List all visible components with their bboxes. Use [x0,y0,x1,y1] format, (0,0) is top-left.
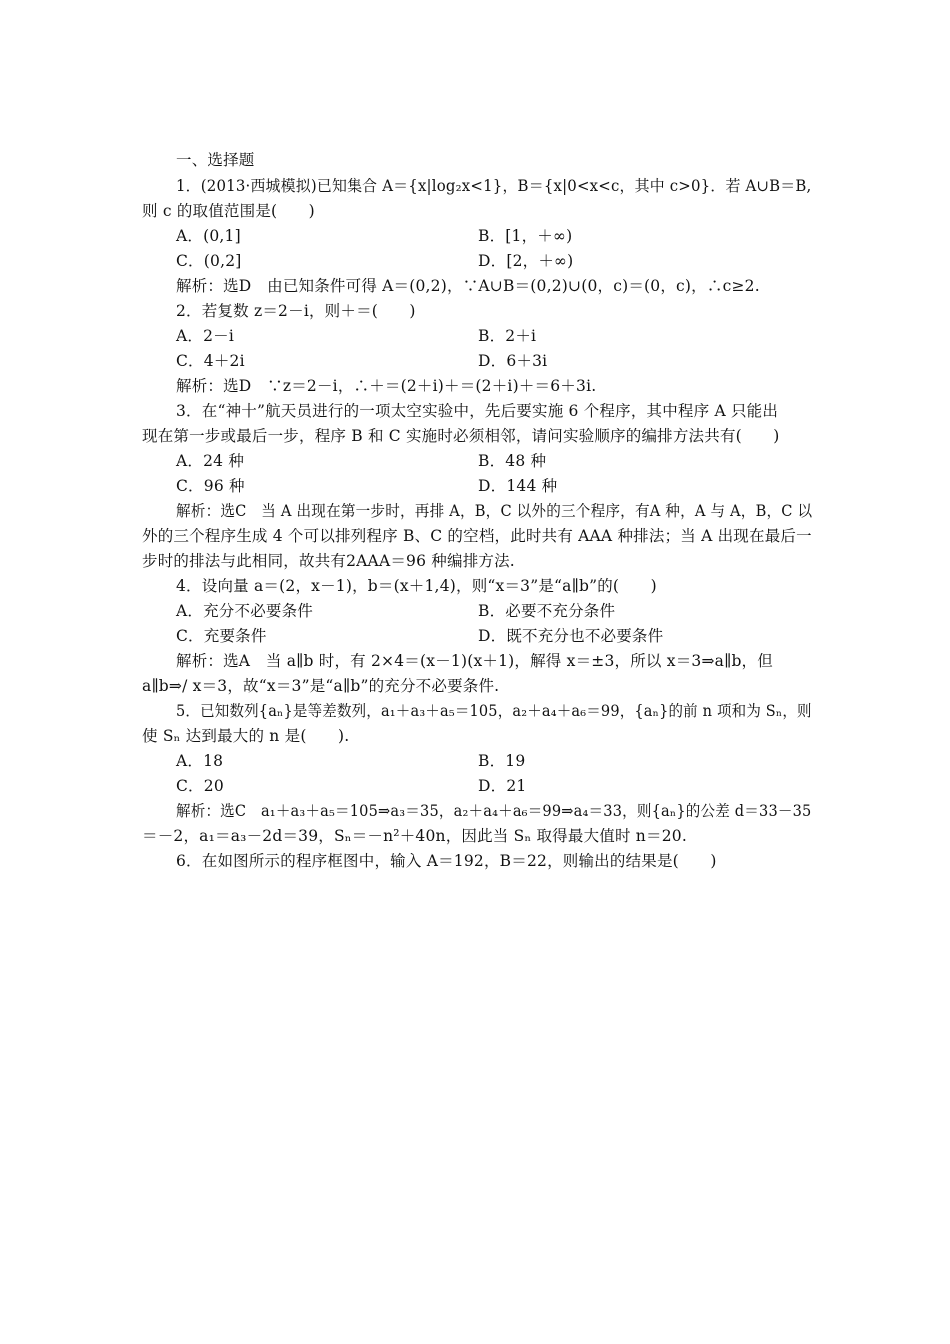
question-5-option-b: B．19 [478,752,526,770]
question-5-solution-line-2: ＝－2，a₁＝a₃－2d＝39，Sₙ＝－n²＋40n，因此当 Sₙ 取得最大值时 n＝20. [142,827,687,845]
question-3-line-2: 现在第一步或最后一步，程序 B 和 C 实施时必须相邻，请问实验顺序的编排方法共有( ) [142,427,780,445]
question-2-option-b: B．2＋i [478,327,537,345]
section-title: 一、选择题 [176,151,255,169]
question-4-option-d: D．既不充分也不必要条件 [478,627,664,645]
question-2-line-1: 2．若复数 z＝2－i，则＋＝( ) [176,302,416,320]
question-3-option-d: D．144 种 [478,477,558,495]
question-5-option-c: C．20 [176,777,224,795]
question-3-option-a: A．24 种 [176,452,245,470]
question-1-solution: 解析：选D 由已知条件可得 A＝(0,2)，∵A∪B＝(0,2)∪(0，c)＝(0，c)，∴c≥2. [176,277,760,295]
question-6-line-1: 6．在如图所示的程序框图中，输入 A＝192，B＝22，则输出的结果是( ) [176,852,717,870]
question-1-option-b: B．[1，＋∞) [478,227,573,245]
question-4-option-a: A．充分不必要条件 [176,602,313,620]
question-2-option-c: C．4＋2i [176,352,245,370]
question-1-line-2: 则 c 的取值范围是( ) [142,202,315,220]
question-3-line-1: 3．在“神十”航天员进行的一项太空实验中，先后要实施 6 个程序，其中程序 A 只能出 [176,402,779,420]
question-2-option-d: D．6＋3i [478,352,548,370]
question-4-option-c: C．充要条件 [176,627,267,645]
question-5-option-d: D．21 [478,777,527,795]
question-3-solution-line-3: 步时的排法与此相同，故共有2AAA＝96 种编排方法. [142,552,515,570]
question-4-option-b: B．必要不充分条件 [478,602,616,620]
question-3-option-b: B．48 种 [478,452,547,470]
question-4-solution-line-2: a∥b⇒/ x＝3，故“x＝3”是“a∥b”的充分不必要条件. [142,677,500,695]
question-4-line-1: 4．设向量 a＝(2，x－1)，b＝(x＋1,4)，则“x＝3”是“a∥b”的( ) [176,577,657,595]
question-1-option-d: D．[2，＋∞) [478,252,574,270]
question-3-solution-line-1: 解析：选C 当 A 出现在第一步时，再排 A，B，C 以外的三个程序，有A 种，A 与 A，B，C 以 [176,502,813,520]
question-1-option-c: C．(0,2] [176,252,242,270]
question-1-line-1: 1．(2013·西城模拟)已知集合 A＝{x|log₂x<1}，B＝{x|0<x<c，其中 c>0}．若 A∪B＝B, [176,177,812,195]
question-2-option-a: A．2－i [176,327,235,345]
question-2-solution: 解析：选D ∵z＝2－i，∴＋＝(2＋i)＋＝(2＋i)＋＝6＋3i. [176,377,597,395]
question-5-line-1: 5．已知数列{aₙ}是等差数列，a₁＋a₃＋a₅＝105，a₂＋a₄＋a₆＝99，{aₙ}的前 n 项和为 Sₙ，则 [176,702,812,720]
question-3-option-c: C．96 种 [176,477,245,495]
question-3-solution-line-2: 外的三个程序生成 4 个可以排列程序 B、C 的空档，此时共有 AAA 种排法；当 A 出现在最后一 [142,527,812,545]
question-4-solution-line-1: 解析：选A 当 a∥b 时，有 2×4＝(x－1)(x＋1)，解得 x＝±3，所以 x＝3⇒a∥b，但 [176,652,773,670]
question-5-line-2: 使 Sₙ 达到最大的 n 是( ). [142,727,350,745]
question-1-option-a: A．(0,1] [176,227,241,245]
question-5-solution-line-1: 解析：选C a₁＋a₃＋a₅＝105⇒a₃＝35，a₂＋a₄＋a₆＝99⇒a₄＝33，则{aₙ}的公差 d＝33－35 [176,802,812,820]
question-5-option-a: A．18 [176,752,224,770]
